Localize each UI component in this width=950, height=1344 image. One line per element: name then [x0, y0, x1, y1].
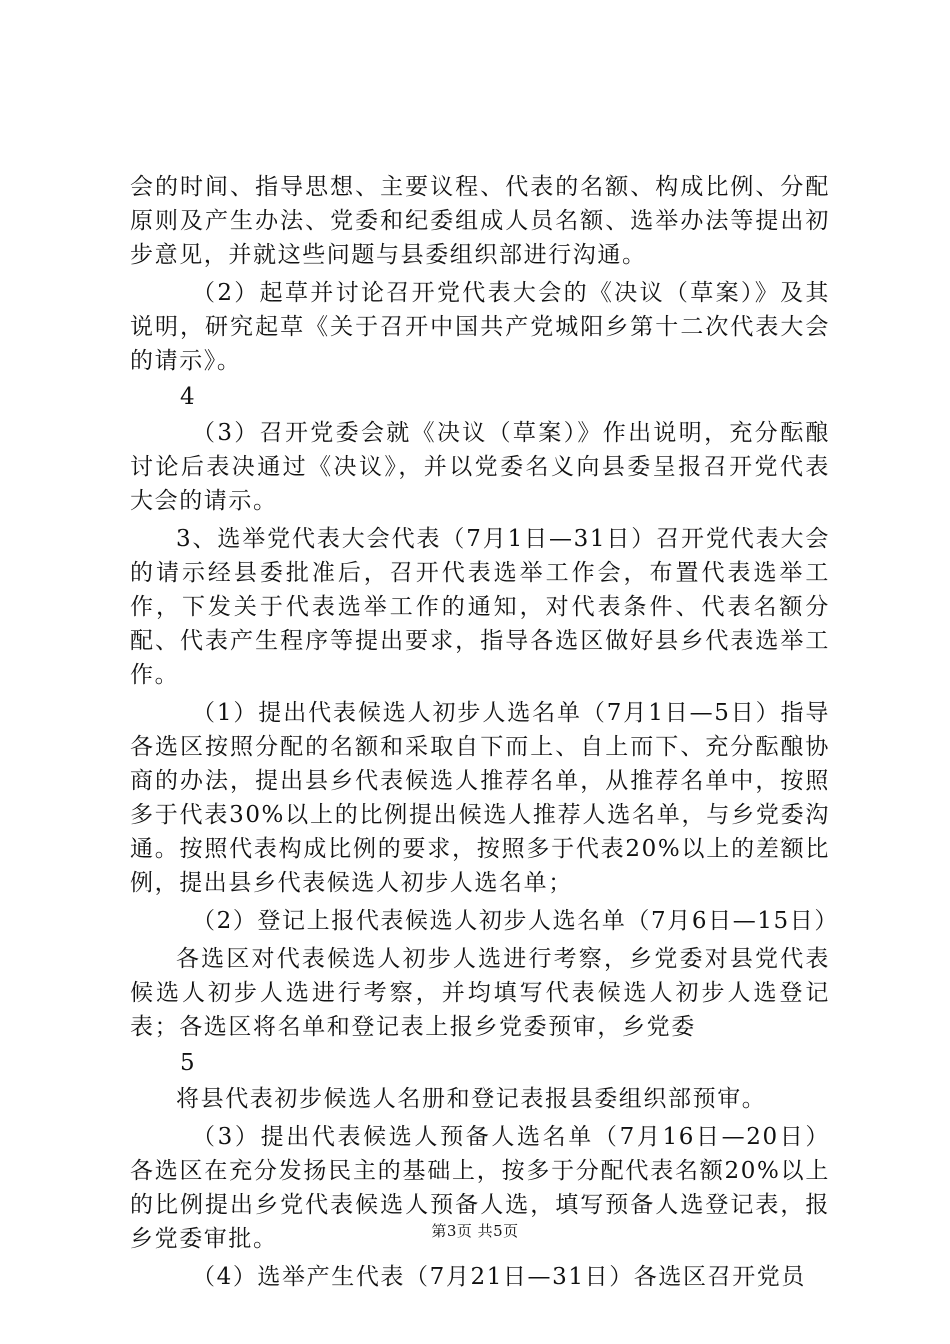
paragraph: （2）登记上报代表候选人初步人选名单（7月6日—15日） [192, 908, 839, 934]
page-number-marker: 5 [180, 1050, 195, 1076]
paragraph: （1）提出代表候选人初步人选名单（7月1日—5日）指导各选区按照分配的名额和采取自下而上、自上而下、充分酝酿协商的办法，提出县乡代表候选人推荐名单，从推荐名单中，按照多于代表30%以上的比例提出候选人推荐人选名单，与乡党委沟通。按照代表构成比例的要求，按照多于代表20%以上的差额比例，提出县乡代表候选人初步人选名单； [130, 700, 830, 896]
paragraph: （2）起草并讨论召开党代表大会的《决议（草案）》及其说明，研究起草《关于召开中国共产党城阳乡第十二次代表大会的请示》。 [130, 280, 830, 374]
paragraph: 3、选举党代表大会代表（7月1日—31日）召开党代表大会的请示经县委批准后，召开代表选举工作会，布置代表选举工作，下发关于代表选举工作的通知，对代表条件、代表名额分配、代表产生程序等提出要求，指导各选区做好县乡代表选举工作。 [130, 526, 830, 688]
page-number-marker: 4 [180, 384, 195, 410]
page-footer: 第3页 共5页 [431, 1222, 519, 1240]
paragraph: 各选区对代表候选人初步人选进行考察，乡党委对县党代表候选人初步人选进行考察，并均填写代表候选人初步人选登记表；各选区将名单和登记表上报乡党委预审，乡党委 [130, 946, 830, 1040]
paragraph: （3）提出代表候选人预备人选名单（7月16日—20日）各选区在充分发扬民主的基础上，按多于分配代表名额20%以上的比例提出乡党代表候选人预备人选，填写预备人选登记表，报乡党委审批。 [130, 1124, 830, 1252]
document-body [130, 170, 839, 1298]
paragraph: 会的时间、指导思想、主要议程、代表的名额、构成比例、分配原则及产生办法、党委和纪委组成人员名额、选举办法等提出初步意见，并就这些问题与县委组织部进行沟通。 [130, 174, 830, 268]
paragraph: （3）召开党委会就《决议（草案）》作出说明，充分酝酿讨论后表决通过《决议》，并以党委名义向县委呈报召开党代表大会的请示。 [130, 420, 830, 514]
paragraph: 将县代表初步候选人名册和登记表报县委组织部预审。 [176, 1086, 767, 1112]
paragraph: （4）选举产生代表（7月21日—31日）各选区召开党员 [192, 1264, 806, 1290]
